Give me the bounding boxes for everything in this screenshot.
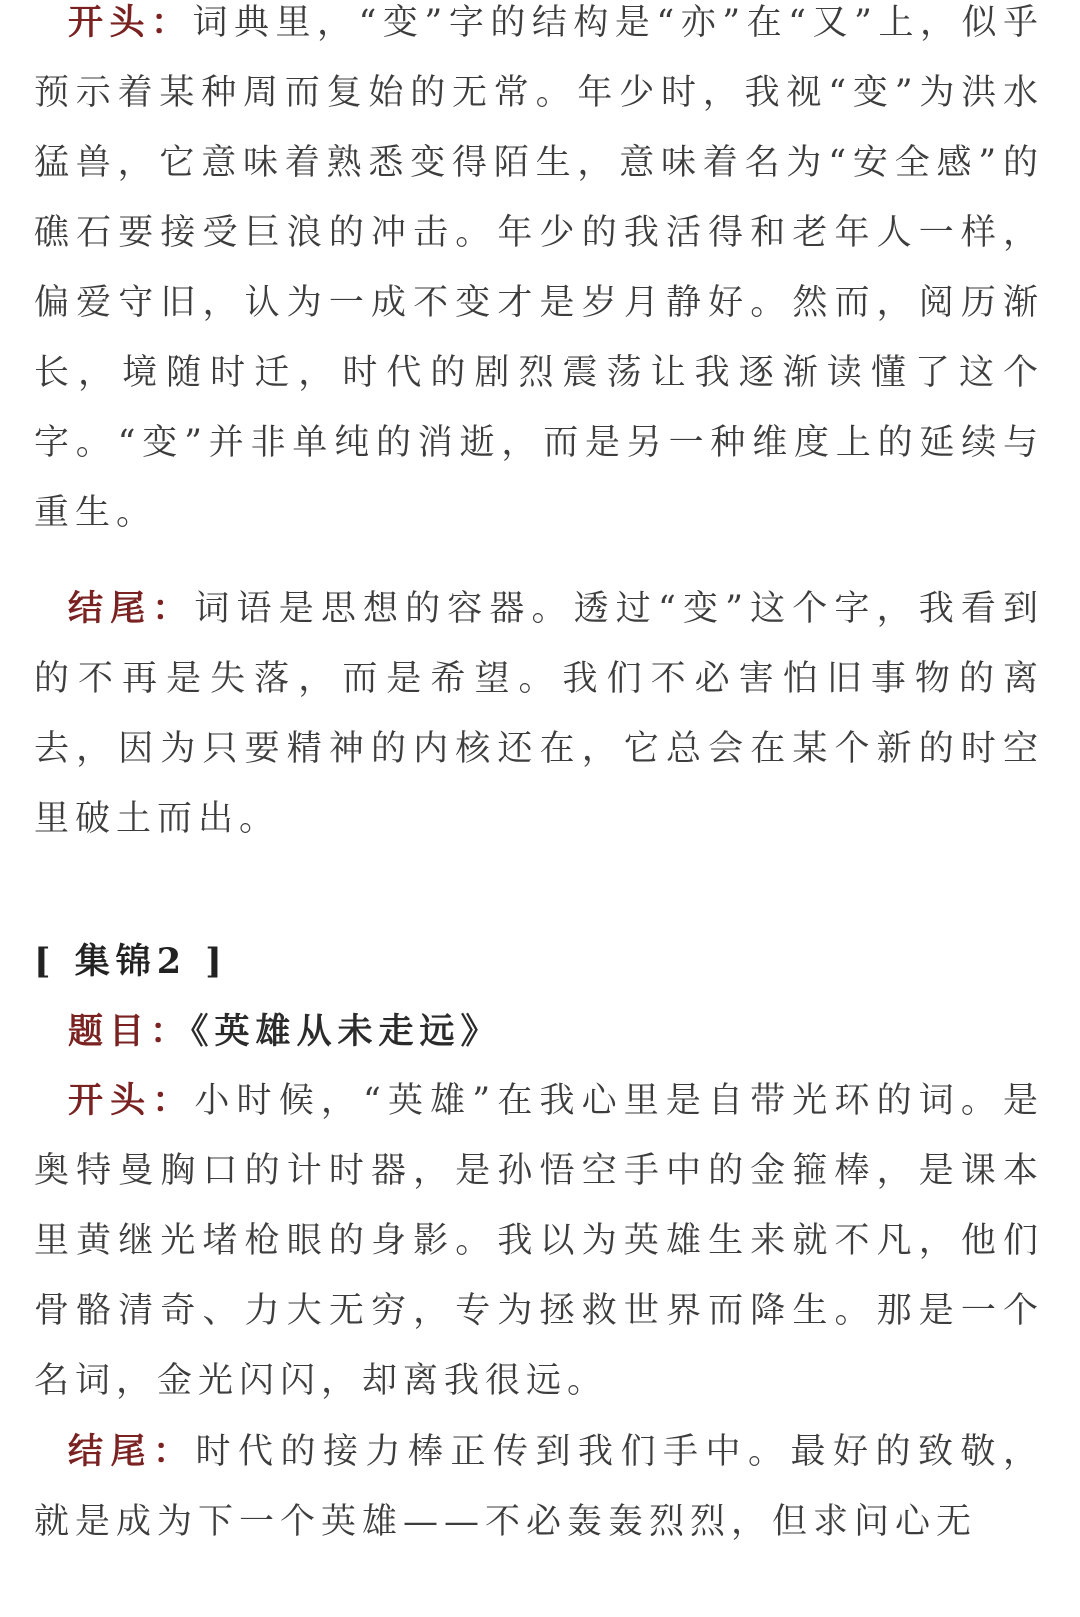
- opening-label: 开头：: [68, 1080, 195, 1121]
- ending-label: 结尾：: [68, 1431, 196, 1472]
- section2-opening-paragraph: [34, 1066, 1044, 1416]
- ending-text: 词语是思想的容器。透过“变”这个字，我看到的不再是失落，而是希望。我们不必害怕旧事物的离去，因为只要精神的内核还在，它总会在某个新的时空里破土而出。: [34, 589, 1044, 839]
- section1-opening-paragraph: [34, 0, 1044, 548]
- title-label: 题目：: [68, 1011, 192, 1052]
- section-header: [ 集锦2 ]: [34, 941, 228, 982]
- section1-ending-paragraph: [34, 574, 1044, 854]
- essay-title: 《英雄从未走远》: [191, 1011, 502, 1052]
- ending-text: 时代的接力棒正传到我们手中。最好的致敬，就是成为下一个英雄——不必轰轰烈烈，但求问心无: [34, 1432, 1044, 1542]
- opening-label: 开头：: [68, 2, 193, 43]
- ending-label: 结尾：: [68, 588, 195, 629]
- section2-ending-paragraph: [34, 1417, 1044, 1557]
- opening-text: 小时候，“英雄”在我心里是自带光环的词。是奥特曼胸口的计时器，是孙悟空手中的金箍棒，是课本里黄继光堵枪眼的身影。我以为英雄生来就不凡，他们骨骼清奇、力大无穷，专为拯救世界而降生。那是一个名词，金光闪闪，却离我很远。: [34, 1081, 1044, 1401]
- opening-text: 词典里，“变”字的结构是“亦”在“又”上，似乎预示着某种周而复始的无常。年少时，我视“变”为洪水猛兽，它意味着熟悉变得陌生，意味着名为“安全感”的礁石要接受巨浪的冲击。年少的我活得和老年人一样，偏爱守旧，认为一成不变才是岁月静好。然而，阅历渐长，境随时迁，时代的剧烈震荡让我逐渐读懂了这个字。“变”并非单纯的消逝，而是另一种维度上的延续与重生。: [34, 3, 1044, 533]
- essay-title-line: [34, 1002, 1044, 1062]
